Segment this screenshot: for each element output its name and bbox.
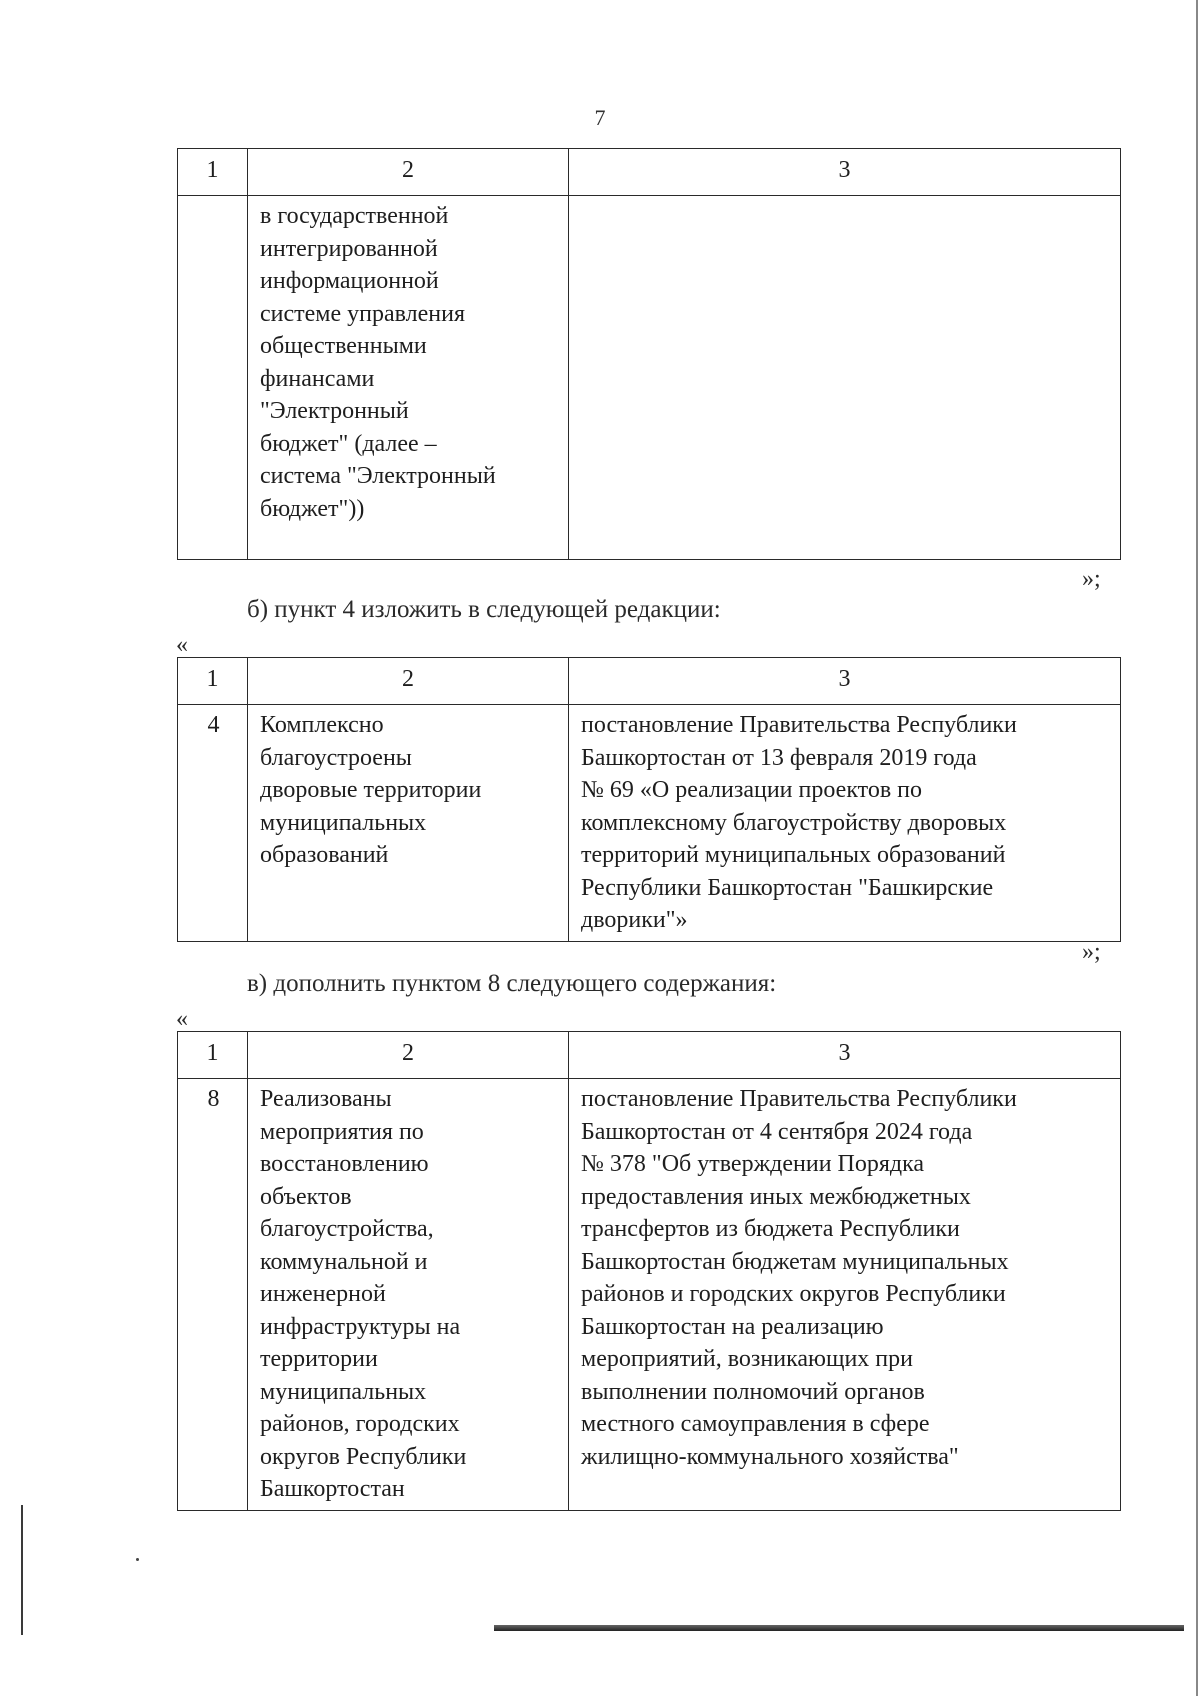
row-number [178,196,248,560]
table-continuation [177,148,1121,560]
indicator-text: в государственной интегрированной информационной системе управления общественными финансами "Электронный бюджет" (далее – система "Электронный бюджет")) [248,196,569,560]
table-header-row [178,658,1121,705]
header-col-2: 2 [248,658,569,705]
header-col-1: 1 [178,1032,248,1079]
legal-basis-text [569,196,1121,560]
header-col-1: 1 [178,658,248,705]
scan-bottom-rule [494,1625,1184,1631]
paragraph-c: в) дополнить пунктом 8 следующего содержания: [247,970,777,997]
header-col-3: 3 [569,658,1121,705]
table-row [178,1079,1121,1511]
row-number: 8 [178,1079,248,1511]
scan-right-edge [1196,0,1198,1696]
header-col-3: 3 [569,149,1121,196]
closing-quote-b: »; [1082,939,1101,965]
indicator-text: Реализованы мероприятия по восстановлению объектов благоустройства, коммунальной и инженерной инфраструктуры на территории муниципальных районов, городских округов Республики Башкортостан [248,1079,569,1511]
page-number: 7 [594,105,606,130]
header-col-2: 2 [248,1032,569,1079]
table-row [178,705,1121,942]
header-col-1: 1 [178,149,248,196]
opening-quote-c: « [176,1006,188,1032]
closing-quote-1: »; [1082,566,1101,592]
legal-basis-text: постановление Правительства Республики Башкортостан от 4 сентября 2024 года № 378 "Об утверждении Порядка предоставления иных межбюджетных трансфертов из бюджета Республики Башкортостан бюджетам муниципальных районов и городских округов Республики Башкортостан на реализацию мероприятий, возникающих при выполнении полномочий органов местного самоуправления в сфере жилищно-коммунального хозяйства" [569,1079,1121,1511]
paragraph-b: б) пункт 4 изложить в следующей редакции: [247,596,721,623]
table-row [178,196,1121,560]
opening-quote-b: « [176,632,188,658]
table-header-row [178,1032,1121,1079]
table-point-8 [177,1031,1121,1511]
header-col-3: 3 [569,1032,1121,1079]
table-header-row [178,149,1121,196]
scan-margin-line [21,1505,23,1635]
indicator-text: Комплексно благоустроены дворовые территории муниципальных образований [248,705,569,942]
header-col-2: 2 [248,149,569,196]
row-number: 4 [178,705,248,942]
legal-basis-text: постановление Правительства Республики Башкортостан от 13 февраля 2019 года № 69 «О реализации проектов по комплексному благоустройству дворовых территорий муниципальных образований Республики Башкортостан "Башкирские дворики"» [569,705,1121,942]
table-point-4 [177,657,1121,942]
scan-speck [136,1558,139,1561]
